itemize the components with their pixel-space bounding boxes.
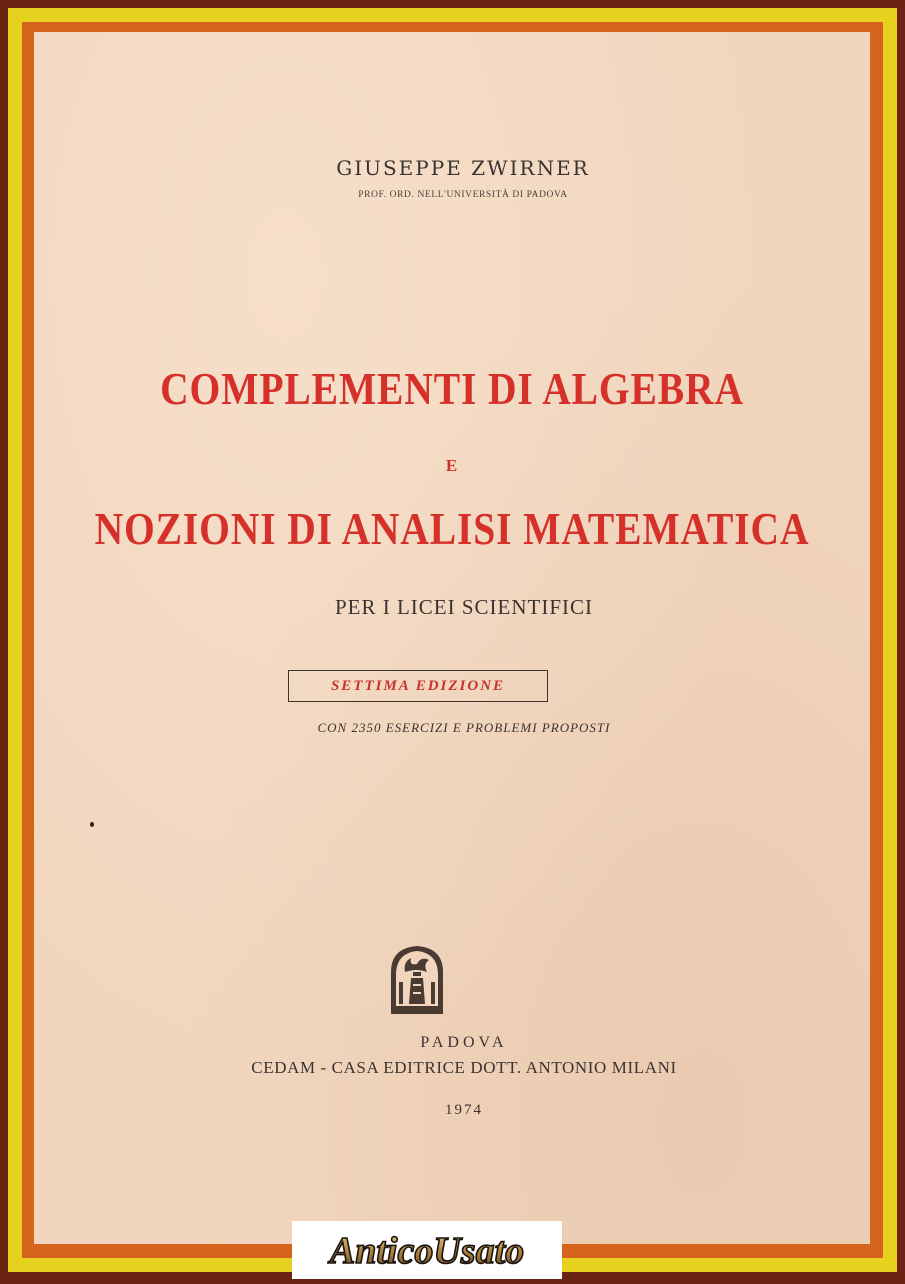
subtitle: PER I LICEI SCIENTIFICI [334,595,594,619]
publisher-name: CEDAM - CASA EDITRICE DOTT. ANTONIO MILANI [251,1058,677,1077]
author-name: GIUSEPPE ZWIRNER [336,156,590,180]
paper-speck [90,822,94,827]
book-cover [34,32,870,1244]
title-line-2: NOZIONI DI ANALISI MATEMATICA [94,503,810,554]
publication-year: 1974 [445,1102,483,1118]
exercises-note: CON 2350 ESERCIZI E PROBLEMI PROPOSTI [317,720,611,735]
publisher-city: PADOVA [420,1034,508,1051]
author-affiliation: PROF. ORD. NELL'UNIVERSITÀ DI PADOVA [358,190,568,200]
title-conjunction: E [445,456,459,475]
watermark-logo [292,1221,562,1279]
title-line-1: COMPLEMENTI DI ALGEBRA [160,363,744,414]
edition-label: SETTIMA EDIZIONE [330,677,506,694]
edition-box [288,670,548,702]
publisher-emblem-icon [387,942,447,1016]
watermark-text: AnticoUsato [329,1230,525,1272]
